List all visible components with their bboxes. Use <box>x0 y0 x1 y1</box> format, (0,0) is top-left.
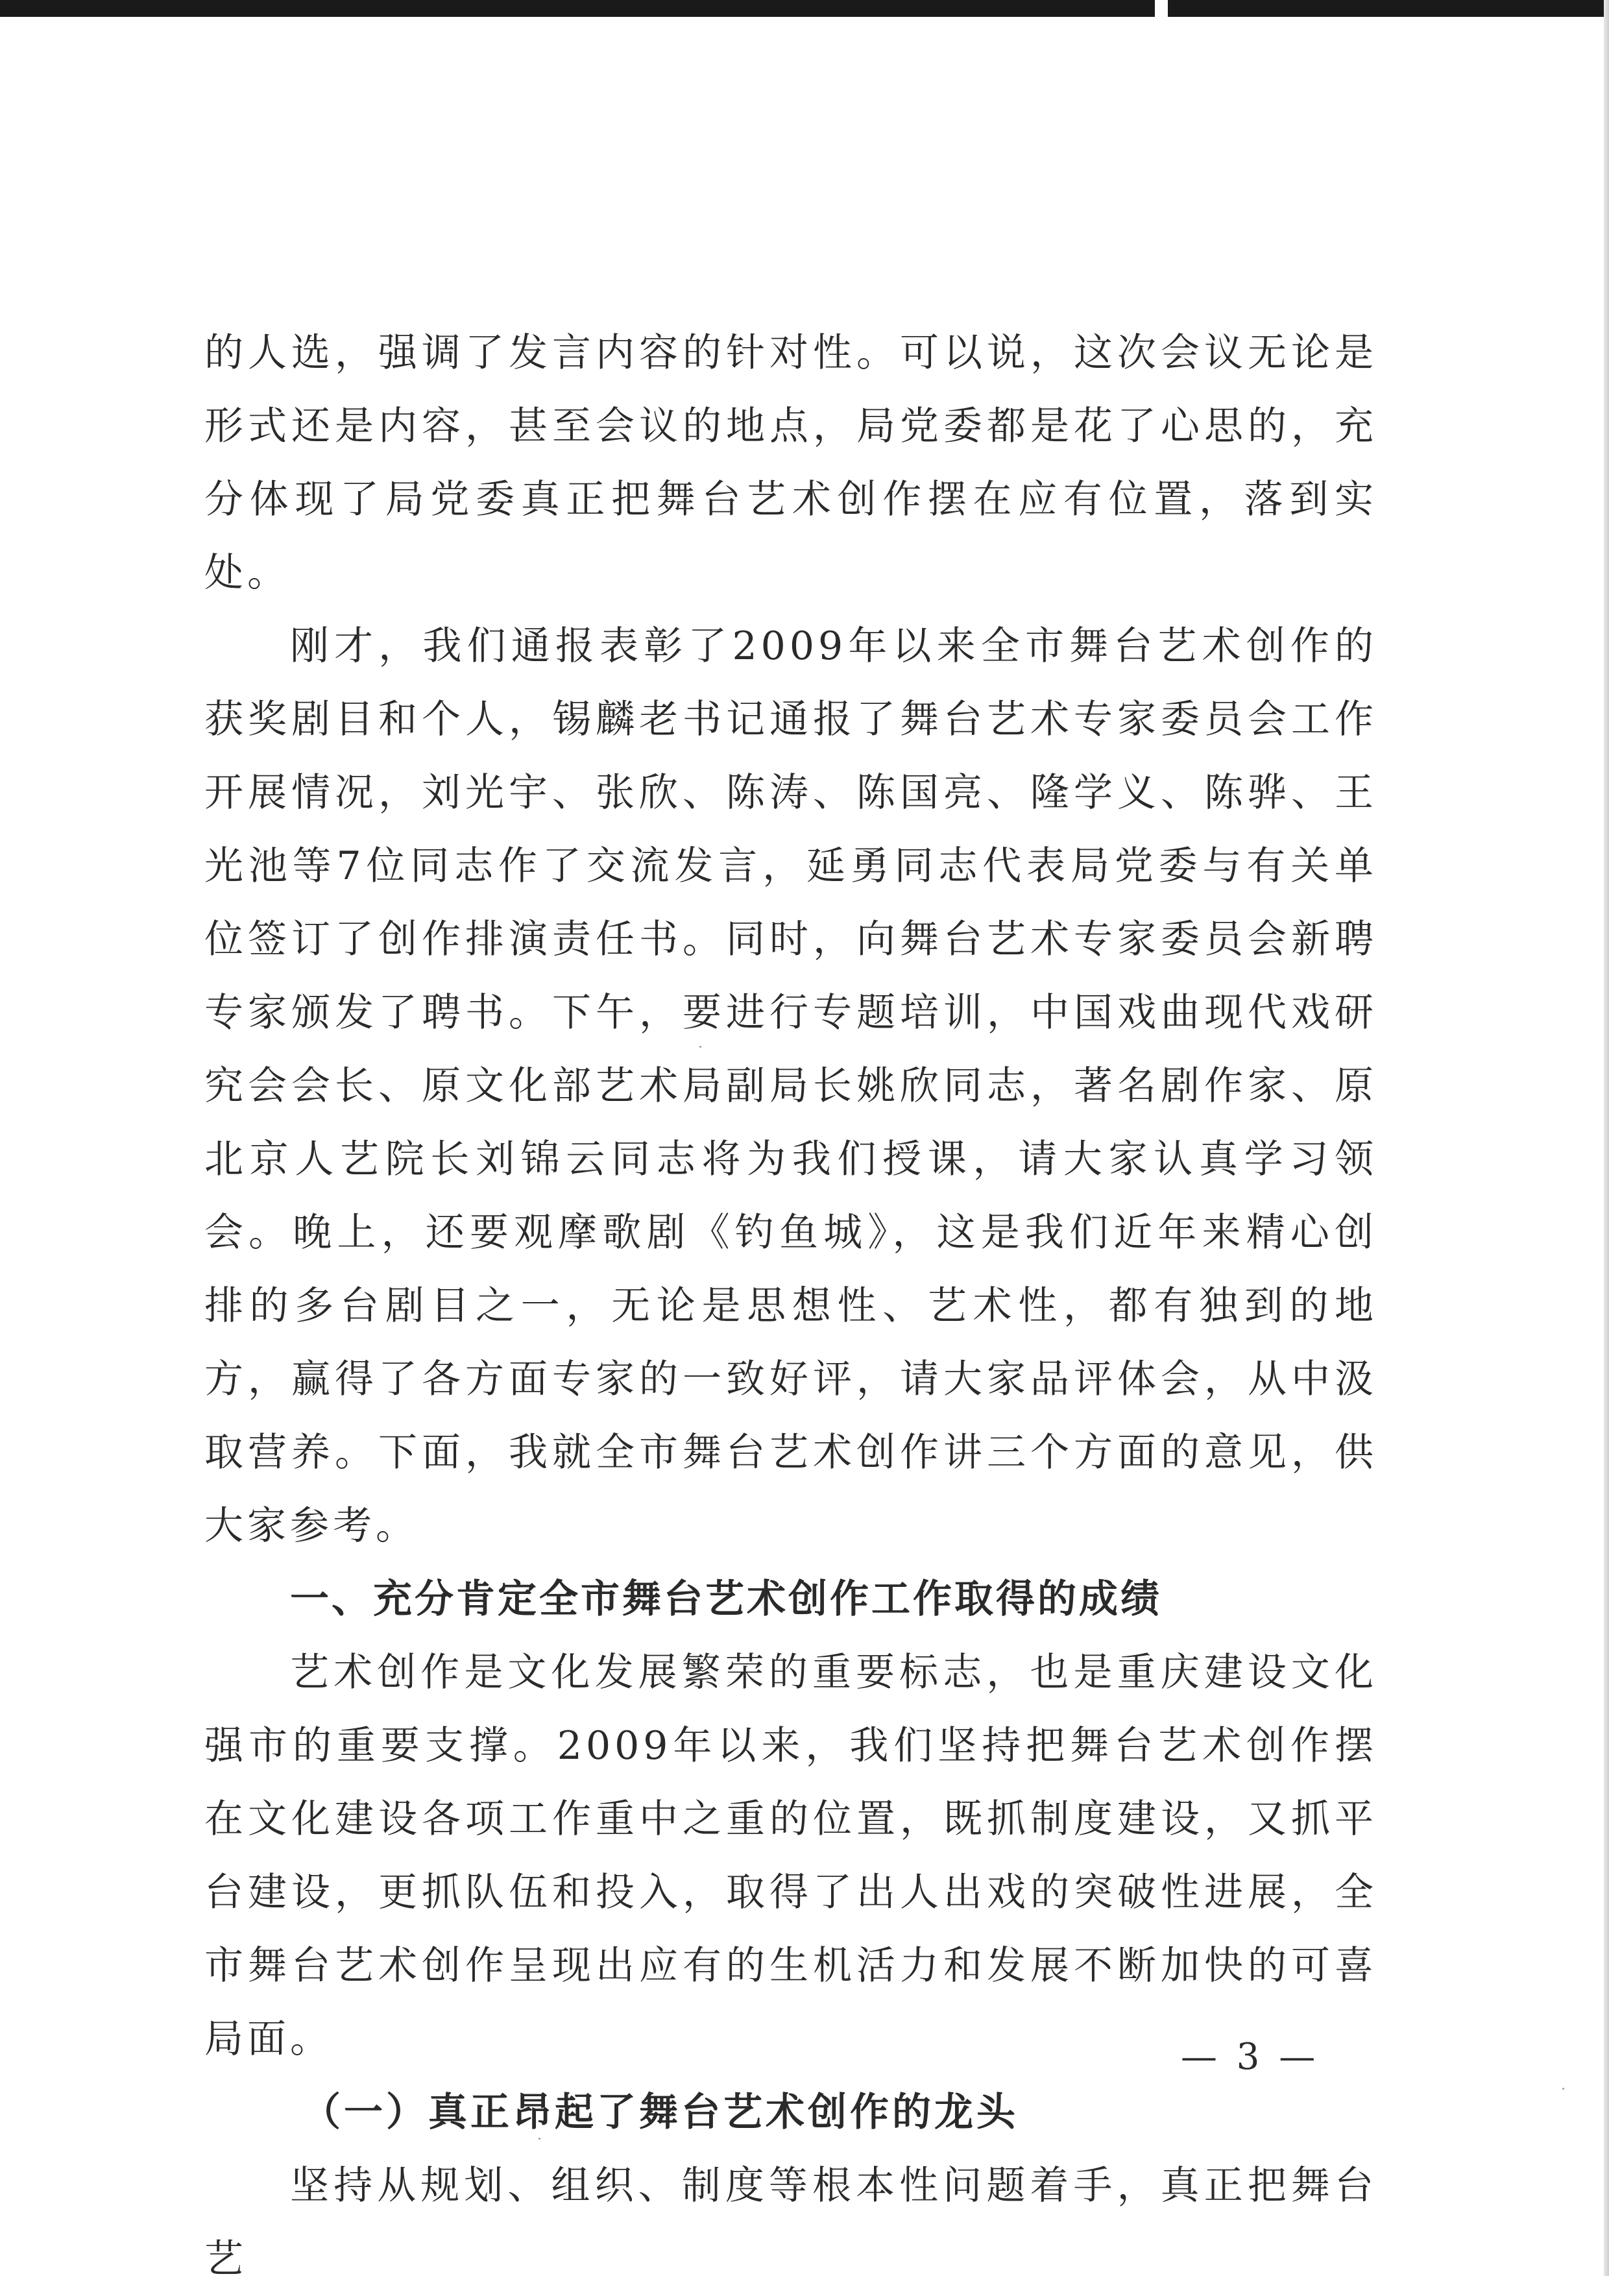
paragraph-continuation: 的人选，强调了发言内容的针对性。可以说，这次会议无论是形式还是内容，甚至会议的地点，局党委都是花了心思的，充分体现了局党委真正把舞台艺术创作摆在应有位置，落到实处。 <box>204 330 1377 596</box>
scan-edge-right <box>1604 0 1609 2276</box>
paragraph-meeting-summary: 刚才，我们通报表彰了2009年以来全市舞台艺术创作的获奖剧目和个人，锡麟老书记通报了舞台艺术专家委员会工作开展情况，刘光宇、张欣、陈涛、陈国亮、隆学义、陈骅、王光池等7位同志作了交流发言，延勇同志代表局党委与有关单位签订了创作排演责任书。同时，向舞台艺术专家委员会新聘专家颁发了聘书。下午，要进行专题培训，中国戏曲现代戏研究会会长、原文化部艺术局副局长姚欣同志，著名剧作家、原北京人艺院长刘锦云同志将为我们授课，请大家认真学习领会。晚上，还要观摩歌剧《钓鱼城》，这是我们近年来精心创排的多台剧目之一，无论是思想性、艺术性，都有独到的地方，赢得了各方面专家的一致好评，请大家品评体会，从中汲取营养。下面，我就全市舞台艺术创作讲三个方面的意见，供大家参考。 <box>204 623 1377 1549</box>
page-number: — 3 — <box>1181 2036 1320 2078</box>
paragraph-subsection-start: 坚持从规划、组织、制度等根本性问题着手，真正把舞台艺 <box>204 2163 1377 2282</box>
section-heading: 一、充分肯定全市舞台艺术创作工作取得的成绩 <box>290 1577 1162 1622</box>
document-body <box>204 317 1377 2296</box>
scan-edge-top-left <box>0 0 1155 17</box>
subsection-heading: （一）真正昂起了舞台艺术创作的龙头 <box>302 2090 1019 2135</box>
paragraph-achievements: 艺术创作是文化发展繁荣的重要标志，也是重庆建设文化强市的重要支撑。2009年以来，我们坚持把舞台艺术创作摆在文化建设各项工作重中之重的位置，既抓制度建设，又抓平台建设，更抓队伍和投入，取得了出人出戏的突破性进展，全市舞台艺术创作呈现出应有的生机活力和发展不断加快的可喜局面。 <box>204 1650 1377 2062</box>
scan-edge-top-gap <box>1155 0 1168 17</box>
scan-edge-top-right <box>1168 0 1609 17</box>
scan-speck <box>1562 2088 1564 2090</box>
